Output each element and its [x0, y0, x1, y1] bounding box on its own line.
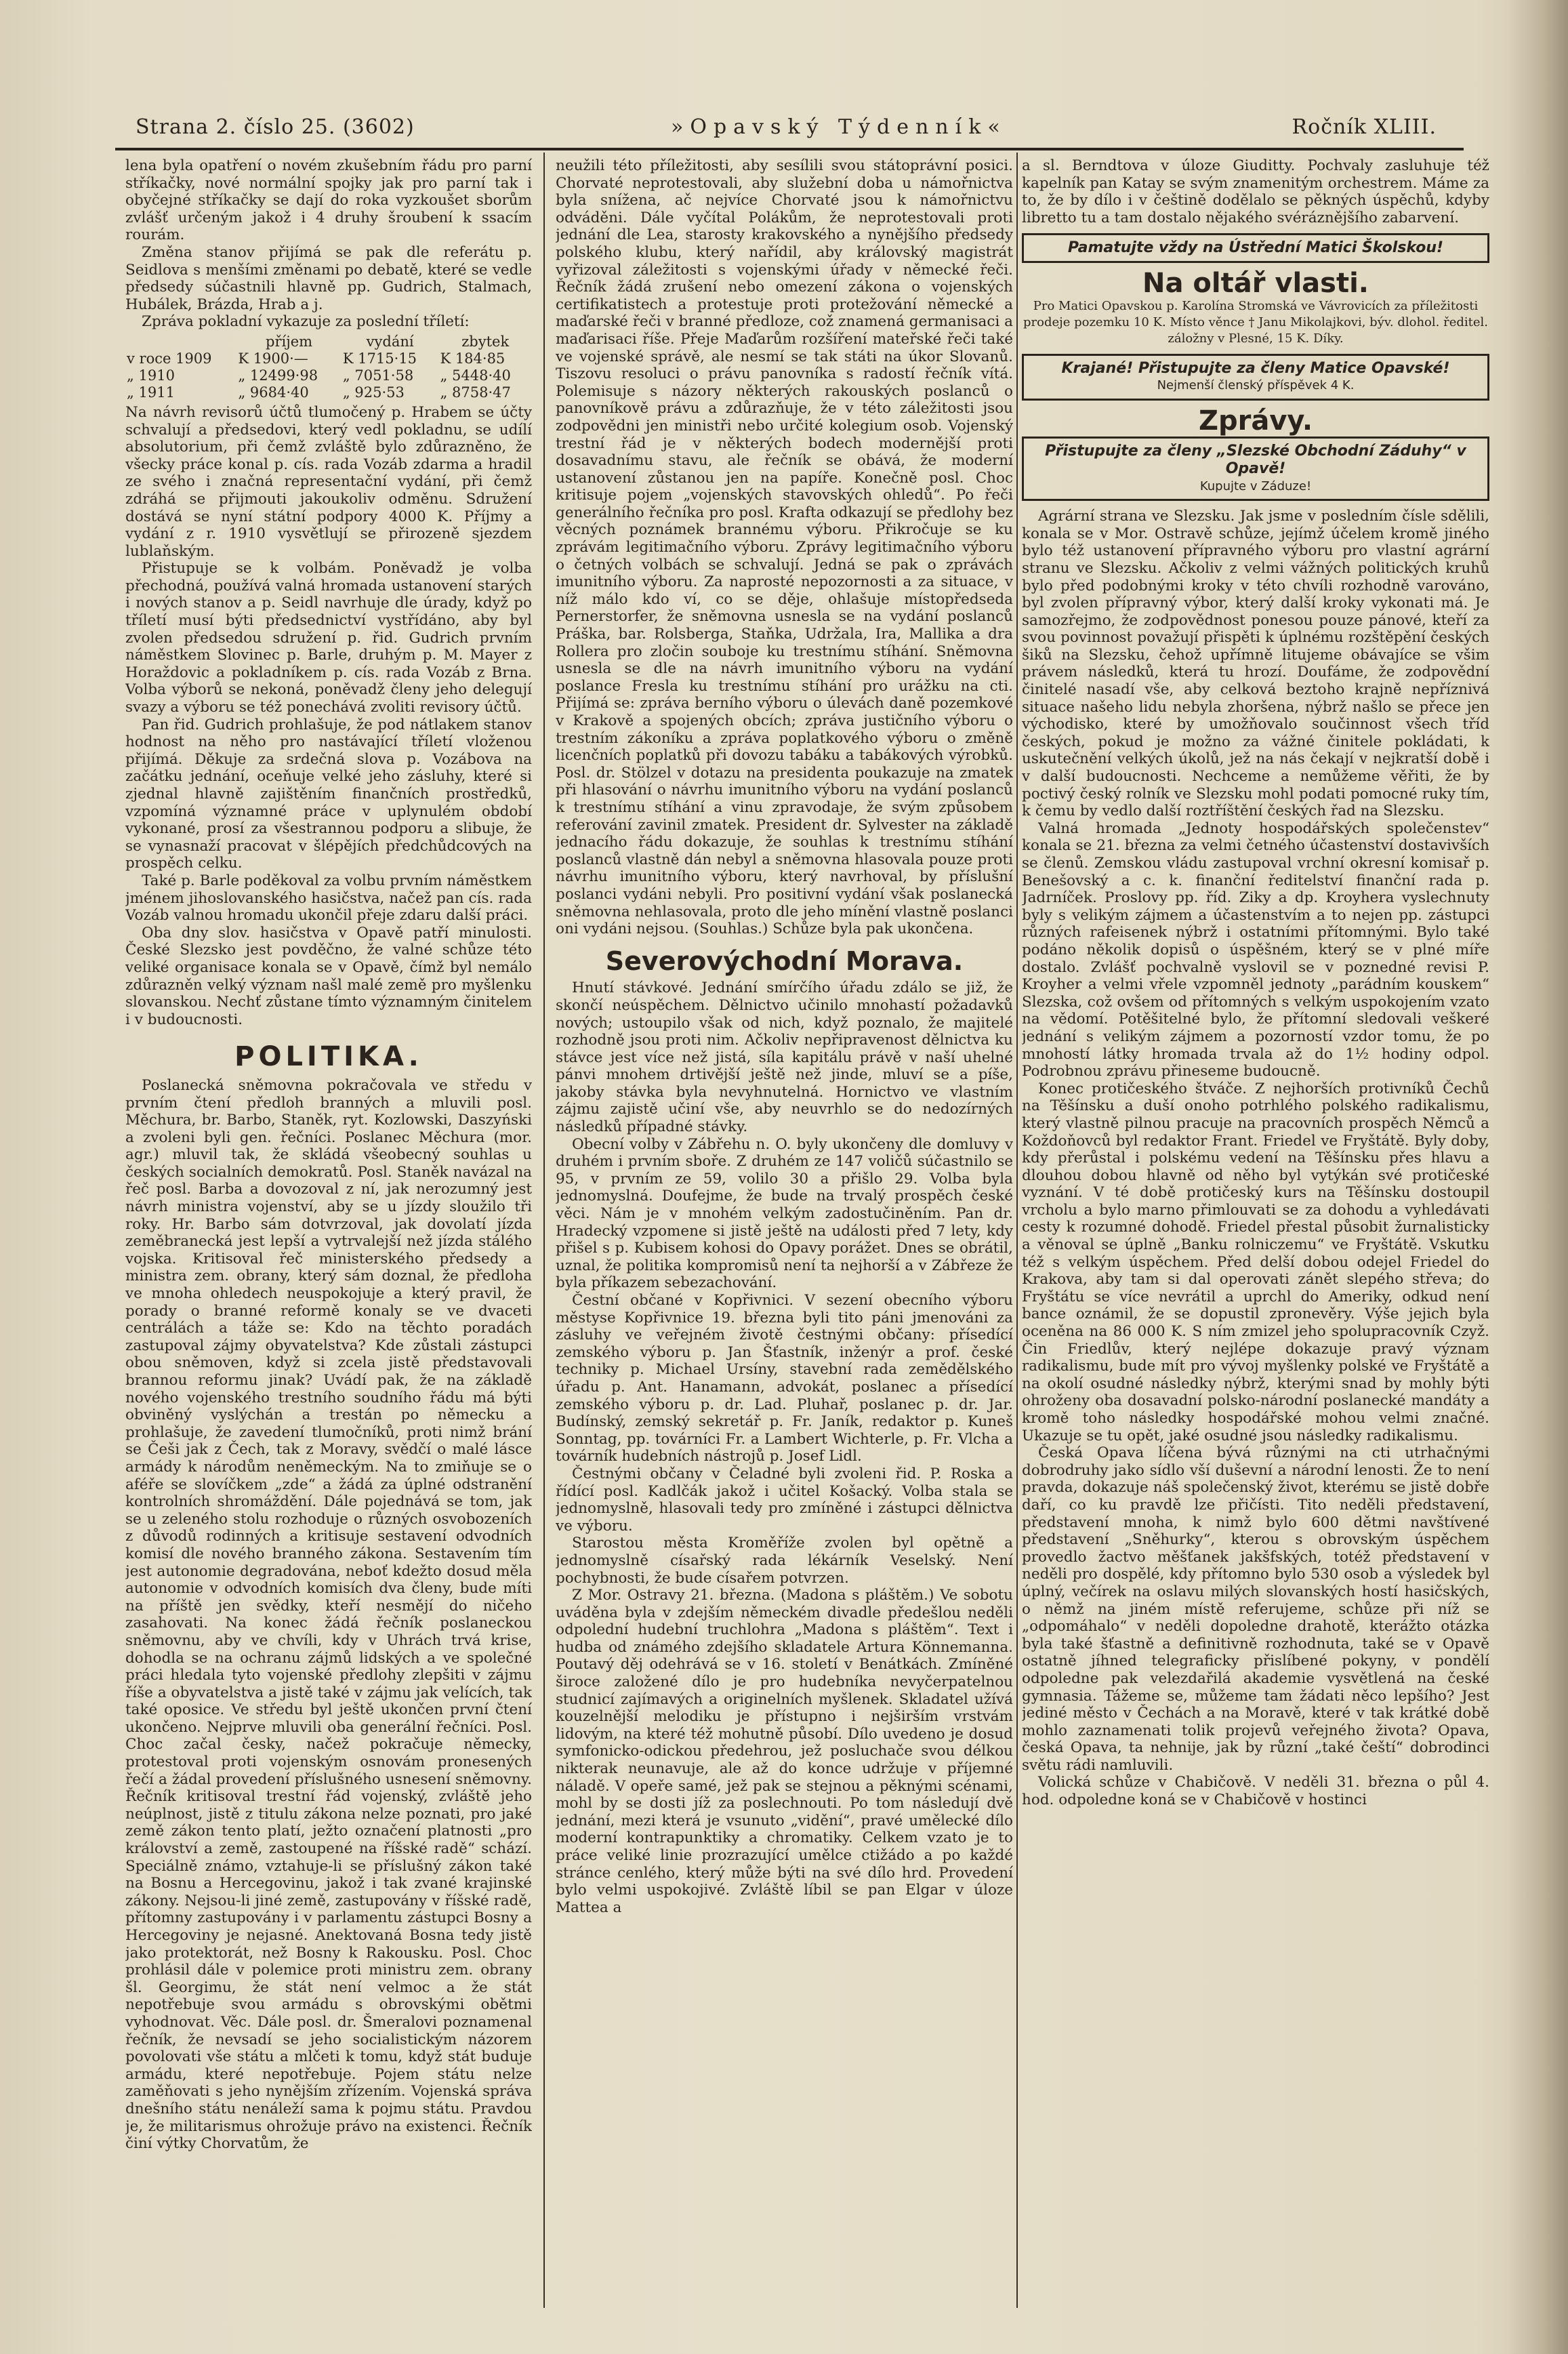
paragraph: Agrární strana ve Slezsku. Jak jsme v posledním čísle sdělili, konala se v Mor. Ostravě schůze, jejímž účelem kromě jiného bylo též ustanovení přípravného výboru pro vlastní agrární stranu ve Slezsku. Ačkoliv z velmi vážných politických kruhů bylo před podobnými kroky v této chvíli rozhodně varováno, byl zvolen přípravný výbor, který další kroky vykonati má. Je samozřejmo, že zodpovědnost ponesou pouze pánové, kteří za svou povinnost považují přispěti k úplnému rozštěpění českých šiků na Slezsku, čehož upřímně litujeme obávajíce se všim právem následků, která tu hrozí. Doufáme, že zodpovědní činitelé nasadí vše, aby celková beztoho krajně nepříznivá situace našeho lidu nebyla zhoršena, nýbrž našlo se přece jen východisko, které by umožňovalo součinnost všech tříd českých, pokud je možno za vážné činitele pokládati, k uskutečnění velkých úkolů, jež na nás čekají v nejkratší době i v další budoucnosti. Nechceme a nemůžeme věřiti, že by poctivý český rolník ve Slezsku mohl podati pomocné ruky tím, k čemu by vedlo další roztříštění českých řad na Slezsku.	[1022, 508, 1489, 820]
header-rule	[115, 148, 1464, 150]
table-cell: K 184·85	[440, 350, 506, 367]
altar-text: Pro Matici Opavskou p. Karolína Stromská ve Vávrovicích za příležitosti prodeje pozemku 10 K. Místo věnce † Janu Mikolajkovi, býv. dlohol. ředitel. záložny v Plesné, 15 K. Díky.	[1023, 298, 1488, 346]
page-header	[115, 108, 1464, 149]
table-cell: „ 1910	[127, 367, 175, 384]
paragraph: Starostou města Kroměříže zvolen byl opětně a jednomyslně císařský rada lékárník Veselský. Není pochybnosti, že bude císařem potvrzen.	[556, 1535, 1013, 1587]
banner-subtext: Nejmenší členský příspěvek 4 K.	[1157, 378, 1355, 393]
table-cell: „ 9684·40	[238, 384, 309, 401]
section-title-morava: Severovýchodní Morava.	[605, 946, 964, 976]
table-row	[125, 367, 532, 384]
zpravy-title: Zprávy.	[1198, 405, 1313, 437]
table-header: příjem	[266, 333, 313, 350]
table-row	[125, 384, 532, 401]
table-cell: „ 8758·47	[440, 384, 511, 401]
table-cell: K 1715·15	[342, 350, 417, 367]
column-3	[1022, 157, 1489, 2306]
finance-table	[125, 333, 532, 401]
table-header-row	[125, 333, 532, 350]
paragraph: Hnutí stávkové. Jednání smírčího úřadu zdálo se již, že skončí neúspěchem. Dělnictvo učinilo mnohastí požadavků nových; ustoupilo však od nich, když poznalo, že majitelé rozhodně jsou proti nim. Ačkoliv nepřipravenost dělnictva ku stávce jest více než jistá, síla kapitálu právě v naší uhelné pánvi mnohem drtivější ještě než jinde, mluví se a píše, jakoby stávka byla nevyhnutelná. Hornictvo ve vlastním zájmu zajistě učiní vše, aby neuvrhlo se do nedozírných následků případné stávky.	[556, 979, 1013, 1136]
paragraph: Oba dny slov. hasičstva v Opavě patří minulosti. České Slezsko jest povděčno, že valné schůze této veliké organisace konala se v Opavě, čímž byl nemálo zdůrazněn velký význam našl malé země pro myšlenku slovanskou. Nechť zůstane tímto významným činitelem i v budoucnosti.	[125, 924, 532, 1028]
section-title-politika: POLITIKA.	[234, 1041, 423, 1073]
paragraph: Česká Opava líčena bývá různými na cti utrhačnými dobrodruhy jako sídlo vší duševní a národní lenosti. Že to není pravda, dokazuje náš společenský život, kterému se jistě dobře daří, co ku pravdě lze přičísti. Tito neděli představení, představení mnoha, k nimž bylo 600 dětmi navštívené představení „Sněhurky“, kterou s obrovským úspěchem provedlo žactvo měšťanek jakšfských, totéž představení v neděli pro dospělé, kdy přítomno bylo 530 osob a výsledek byl úplný, večírek na oslavu milých slovanských hostí hasičských, o němž na jiném místě referujeme, schůze při níž se „odpomáhalo“ v neděli dopoledne drahotě, kterážto otázka byla také šťastně a definitivně rozhodnuta, také se v Opavě ostatně jíhned telegraficky přislíbené pokyny, v pondělí odpoledne pak velezdařilá akademie vysvětlená na české gymnasia. Tážeme se, můžeme tam žádati něco lepšího? Jest jediné město v Čechách a na Moravě, které v tak krátké době mohlo zaznamenati tolik projevů veřejného života? Opava, česká Opava, ta nehnije, jak by různí „také čeští“ dobrodinci světu rádi namluvili.	[1022, 1444, 1489, 1774]
banner-text: Krajané! Přistupujte za členy Matice Opavské!	[1061, 359, 1450, 377]
paragraph: a sl. Berndtova v úloze Giuditty. Pochvaly zasluhuje též kapelník pan Katay se svým znamenitým orchestrem. Máme za to, že by dílo i v češtině dodělalo se pěkných úspěchů, kdyby libretto tu a tam dostalo nějakého svéráznějšího zabarvení.	[1022, 157, 1489, 226]
paragraph: Změna stanov přijímá se pak dle referátu p. Seidlova s menšími změnami po debatě, které se vedle předsedy súčastnili hlavně pp. Gudrich, Stalmach, Hubálek, Brázda, Hrab a j.	[125, 243, 532, 313]
paragraph: Poslanecká sněmovna pokračovala ve středu v prvním čtení předloh branných a mluvili posl. Měchura, br. Barbo, Staněk, ryt. Kozlowski, Daszyński a zvoleni byli gen. řečníci. Poslanec Měchura (mor. agr.) mluvil tak, že skládá všeobecný souhlas u českých socialních demokratů. Posl. Staněk navázal na řeč posl. Barba a dovozoval z ní, jak nerozumný jest návrh ministra vojenství, aby se u jízdy sloužilo tři roky. Hr. Barbo sám dotvrzoval, jak dovolatí jízda zeměbranecká jest lepší a vytrvalejší než jízda stálého vojska. Kritisoval řeč ministerského předsedy a ministra zem. obrany, který sám doznal, že předloha ve mnoha ohledech neuspokojuje a který pravil, že porady o branné reformě konaly se ve dvaceti centrálách a táže se: Kdo na těchto poradách zastupoval zájmy obyvatelstva? Kde zůstali zástupci obou sněmoven, když si zcela jistě představovali brannou reformu jinak? Uvádí pak, že na základě nového vojenského trestního soudního řádu má býti obviněný vyslýchán a trestán po německu a prohlašuje, že zavedení tlumočníků, proti nimž brání se Češi jak z Čech, tak z Moravy, svědčí o malé lásce armády k národům neněmeckým. Na to zmiňuje se o aféře se slovíčkem „zde“ a žádá za úplné odstranění kontrolních shromáždění. Dále pojednává se tom, jak se u zeleného stolu rozhoduje o různých osvobozeních z důvodů rodinných a kritisuje sestavení odvodních komisí dle nového branného zákona. Sestavením tím jest autonomie degradována, neboť kdežto dosud měla autonomie v odvodních komisích dva členy, bude míti na příště jen svědky, kteří nesmějí do ničeho zasahovati. Na konec žádá řečník poslaneckou sněmovnu, aby ve chvíli, kdy v Uhrách trvá krise, dohodla se na ochranu zájmů lidských a ve společné práci hledala tyto vojenské předlohy zlepšiti v zájmu říše a obyvatelstva a jistě také v zájmu jak velících, tak také oposice. Ve středu byl ještě ukončen první čtení ukončeno. Nejprve mluvili oba generální řečníci. Posl. Choc začal česky, načež pokračuje německy, protestoval proti vojenským osnovám pronesených řečí a žádal provedení příslušného usnesení sněmovny. Řečník kritisoval trestní řád vojenský, zvláště jeho neúplnost, jistě z titulu zákona nelze poznati, pro jaké země zákon tento platí, ježto označení platnosti „pro království a země, zastoupené na říšské radě“ schází. Speciálně známo, vztahuje-li se příslušný zákon také na Bosnu a Hercegovinu, jakož i tak zvané krajinské zákony. Nejsou-li jiné země, zastupovány v říšské radě, přítomny zastupovány i v parlamentu zástupci Bosny a Hercegoviny je nejasné. Anektovaná Bosna tedy jistě jako protektorát, než Bosny k Rakousku. Posl. Choc prohlásil dále v polemice proti ministru zem. obrany šl. Georgimu, že stát není velmoc a že stát nepotřebuje svou armádu s obrovskými obětmi vyhodnovat. Věc. Dále posl. dr. Šmeralovi poznamenal řečník, že nevsadí se jeho socialistickým názorem povolovati vše státu a mlčeti k tomu, když stát buduje armádu, které nepotřebuje. Pojem státu nelze zaměňovati s jeho nynějším zřízením. Vojenská správa dnešního státu nenáleží sama k pojmu státu. Pravdou je, že militarismus ohrožuje právo na existenci. Řečník činí výtky Chorvatům, že	[125, 1076, 532, 2153]
table-cell: K 1900·—	[238, 350, 308, 367]
column-rule-1	[543, 153, 545, 2308]
banner-text: Přistupujte za členy „Slezské Obchodní Záduhy“ v Opavě!	[1045, 443, 1466, 477]
table-cell: v roce 1909	[127, 350, 212, 367]
column-rule-2	[1016, 153, 1018, 2308]
table-header: vydání	[366, 333, 414, 350]
paragraph: Přistupuje se k volbám. Poněvadž je volba přechodná, používá valná hromada ustanovení starých i nových stanov a p. Seidl navrhuje dle úrady, když po tříletí musí býti předsednictví vystřídáno, aby byl zvolen předsedou sdružení p. řid. Gudrich prvním náměstkem Slovinec p. Barle, druhým p. M. Mayer z Horaždovic a pokladníkem p. cís. rada Vozáb z Brna. Volba výborů se nekoná, poněvadž členy jeho delegují svazy a výboru se též ponechává zvoliti revisory účtů.	[125, 560, 532, 716]
table-cell: „ 12499·98	[238, 367, 318, 384]
paragraph: neužili této příležitosti, aby sesílili svou státoprávní posici. Chorvaté neprotestovali, aby služební doba u námořnictva byla snížena, ač nejvíce Chorvaté jsou k námořnictvu odváděni. Dále vyčítal Polákům, že neprotestovali proti jednání dle Lea, starosty krakovského a nynějšího předsedy polského klubu, který nařídil, aby královský magistrát vyřizoval záležitosti s vojenskými úřady v německé řeči. Řečník žádá zrušení nebo omezení zákona o vojenských certifikatistech a protestuje proti protežování německé a maďarské řeči v branné předloze, což znamená germanisaci a maďarisaci říše. Přeje Maďarům rozšíření mateřské řeči také ve vojenské správě, ale nesmí se tak státi na úkor Slovanů. Tiszovu resoluci o právu panovníka s radostí řečník vítá. Polemisuje s názory některých rakouských poslanců o panovníkově právu a zdůrazňuje, že v této záležitosti jsou zodpovědni jen ministři nebo určité kolegium osob. Vojenský trestní řád je v některých bodech modernější proti dosavadnímu stavu, ale řečník se obává, že moderní ustanovení zůstanou jen na papíře. Konečně posl. Choc kritisuje pojem „vojenských stavovských ohledů“. Po řeči generálního řečníka pro posl. Krafta odkazují se předlohy bez věcných poznámek brannému výboru. Přikročuje se ku zprávám legitimačního výboru. Zprávy legitimačního výboru o četných volbách se schvalují. Jedná se pak o zprávách imunitního výboru. Za naprosté nepozornosti a za situace, v níž málo kdo ví, co se děje, ohlašuje místopředseda Pernerstorfer, že sněmovna usnesla se na vydání poslanců Práška, bar. Rolsberga, Staňka, Udržala, Ira, Mallika a dra Rollera pro zločin souboje ku trestnímu stíhání. Sněmovna usnesla se dle na návrh imunitního výboru na vydání poslance Fresla ku trestnímu stíhání pro urážku na cti. Přijímá se: zpráva berního výboru o úlevách daně pozemkové v Krakově a spojených obcích; zpráva justičního výboru o trestním zákoníku a zpráva poplatkového výboru o změně licenčních poplatků při dovozu tabáku a tabákových výrobků. Posl. dr. Stölzel v dotazu na presidenta poukazuje na zmatek při hlasování o návrhu imunitního výboru na vydání poslanců k trestnímu stíhání a vinu zpravodaje, že svým způsobem referování zavinil zmatek. President dr. Sylvester na základě jednacího řádu dokazuje, že souhlas k trestnímu stíhání poslanců vlastně dán nebyl a sněmovna hlasovala pouze proti návrhu imunitního výboru, který navrhoval, by příslušní poslanci vydáni nebyli. Pro positivní vydání však poslanecká sněmovna nehlasovala, proto dle jeho mínění vlastně poslanci oni vydáni nejsou. (Souhlas.) Schůze byla pak ukončena.	[556, 157, 1013, 938]
paragraph: Pan řid. Gudrich prohlašuje, že pod nátlakem stanov hodnost na něho pro nastávající tříletí vloženou přijímá. Děkuje za srdečná slova p. Vozábova na začátku jednání, oceňuje velké jeho zásluhy, které si zjednal hlavně zajištěním finančních prostředků, vzpomíná významné práce v uplynulém období vykonané, prosí za všestrannou podporu a slibuje, že se vynasnaží pracovat v šlépějích předchůdcových na prospěch celku.	[125, 716, 532, 872]
column-1	[125, 157, 532, 2306]
banner-matice-opavska	[1022, 354, 1489, 401]
paragraph: Valná hromada „Jednoty hospodářských společenstev“ konala se 21. března za velmi četného účastenství dostavivších se členů. Zemskou vládu zastupoval vrchní okresní komisař p. Benešovský a c. k. finanční ředitelství finanční rada p. Jadrníček. Proslovy pp. říd. Ziky a dp. Kroyhera vyslechnuty byly s velikým zájmem a účastenstvím a to nejen pp. zástupci různých rafeisenek nýbrž i ostatními přítomnými. Bylo také podáno několik dopisů o úspěšném, který se v plné míře dostalo. Zvlášť pochvalně vyslovil se v poznedné revisi P. Kroyher a velmi vřele vzpomněl jednoty „parádním kouskem“ Slezska, což ovšem od přítomných s velkým uspokojením vzato na vědomí. Potěšitelné bylo, že přítomní sledovali veškeré jednání s velikým zájmem a pozorností vzdor tomu, že po mnohostí látky hromada trvala až do 1½ hodiny odpol. Podrobnou zprávu přineseme budoucně.	[1022, 819, 1489, 1080]
paragraph: Zpráva pokladní vykazuje za poslední tříletí:	[142, 313, 470, 331]
column-2	[556, 157, 1013, 2306]
paragraph: Volická schůze v Chabičově. V neděli 31. března o půl 4. hod. odpoledne koná se v Chabičově v hostinci	[1022, 1774, 1489, 1809]
paragraph: Také p. Barle poděkoval za volbu prvním náměstkem jménem jihoslovanského hasičstva, načež pan cís. rada Vozáb valnou hromadu ukončil přeje zdaru další práci.	[125, 872, 532, 925]
paragraph: Obecní volby v Zábřehu n. O. byly ukončeny dle domluvy v druhém i prvním sboře. Z druhém ze 147 voličů súčastnilo se 95, v prvním ze 59, volilo 30 a přišlo 29. Volba byla jednomyslná. Doufejme, že bude na trvalý prospěch české věci. Nám je v mnohém velkým zadostučiněním. Pan dr. Hradecký vzpomene si jistě ještě na události před 7 lety, kdy přišel s p. Kubisem kohosi do Opavy porážet. Dnes se obrátil, uznal, že politika kompromisů není ta nejhorší a v Zábřeze že byla příkazem sebezachování.	[556, 1135, 1013, 1292]
table-cell: „ 7051·58	[342, 367, 414, 384]
paragraph: Z Mor. Ostravy 21. března. (Madona s pláštěm.) Ve sobotu uváděna byla v zdejším německém divadle předešlou neděli odpolední hudební truchlohra „Madona s pláštěm“. Text i hudba od známého zdejšího skladatele Artura Könnemanna. Poutavý děj odehrává se v 16. století v Benátkách. Zmíněné široce založené dílo je pro hudebníka nevyčerpatelnou studnicí zajímavých a originelních myšlenek. Skladatel užívá kouzelnější melodiku je přístupno i nejširším vrstvám lidovým, na které též mohutně působí. Dílo uvedeno je dosud symfonicko-odickou předehrou, jež posluchače svou délkou nikterak neunavuje, ale až do konce udržuje v příjemné náladě. V opeře samé, jež pak se stejnou a pěknými scénami, mohl by se dosti jíž za poslechnouti. Po tom následují dvě jednání, mezi která je vsunuto „vidění“, pravé umělecké dílo moderní kontrapunktiky a chromatiky. Celkem vzato je to práce veliké linie prozrazující umělce ctižádo a po každé stránce cenlého, který může býti na své dílo hrd. Provedení bylo velmi uspokojivé. Zvláště líbil se pan Elgar v úloze Mattea a	[556, 1587, 1013, 1916]
banner-subtext: Kupujte v Záduze!	[1199, 479, 1312, 493]
banner-zaduha	[1022, 437, 1489, 501]
table-cell: „ 1911	[127, 384, 175, 401]
page-fold-shadow	[1507, 0, 1568, 2354]
header-masthead: »Opavský Týdenník«	[671, 115, 1007, 139]
paragraph: Na návrh revisorů účtů tlumočený p. Hrabem se účty schvalují a předsedovi, který vedl pokladnu, se udílí absolutorium, při čemž zvláště bylo zdůrazněno, že všecky práce konal p. cís. rada Vozáb zdarma a hradil ze svého i značná representační vydání, při čemž zdráhá se přijmouti jakoukoliv odměnu. Sdružení dostává se nyní státní podpory 4000 K. Příjmy a vydání z r. 1910 vysvětlují se přirozeně sjezdem lublaňským.	[125, 403, 532, 560]
banner-text: Pamatujte vždy na Ústřední Matici Školskou!	[1067, 239, 1444, 257]
table-cell: „ 5448·40	[440, 367, 511, 384]
table-row	[125, 350, 532, 367]
header-volume: Ročník XLIII.	[1292, 115, 1437, 139]
altar-title: Na oltář vlasti.	[1142, 267, 1369, 299]
paragraph: Konec protičeského štváče. Z nejhorších protivníků Čechů na Těšínsku a duší onoho potrhlého polského radikalismu, který vlastně pilnou pracuje na pracovních prospěch Němců a Koždoňovců byl redaktor Frant. Friedel ve Fryštátě. Byly doby, kdy přerůstal i polskému vedení na Těšínsku přes hlavu a dlouhou dobou hlavně od něho byl vytýkán své protičeské vyznání. V té době protičeský kurs na Těšínsku dostoupil vrcholu a bylo marno přimlouvati se za dohodu a vyhledávati cesty k rozumné dohodě. Friedel přestal působit žurnalisticky a věnoval se úplně „Banku rolniczemu“ ve Fryštátě. Vskutku též s velkým úspěchem. Před delší dobou odejel Friedel do Krakova, aby tam si dal operovati zánět slepého střeva; do Fryštátu se více nevrátil a uprchl do Ameriky, odkud není bance oznámil, že se dopustil zpronevěry. Výše jejich byla oceněna na 86 000 K. S ním zmizel jeho spolupracovník Czyž. Čin Friedlův, který nejlépe dokazuje pravý význam radikalismu, bude mít pro vývoj myšlenky polské ve Fryštátě a na okolí osudné následky nýbrž, kterými snad by mohly býti ohroženy oba dosavadní polsko-národní poslanecké mandáty a kromě toho následky hospodářské mohou velmi značné. Ukazuje se tu opět, jaké osudné jsou následky radikalismu.	[1022, 1080, 1489, 1444]
paragraph: Čestnými občany v Čeladné byli zvoleni řid. P. Roska a řídící posl. Kadlčák jakož i učitel Košacký. Volba stala se jednomyslně, hlasovali tedy pro zmíněné i zástupci dělnictva ve výboru.	[556, 1465, 1013, 1535]
banner-matice-skolska	[1022, 233, 1489, 263]
paragraph: Čestní občané v Kopřivnici. V sezení obecního výboru městyse Kopřivnice 19. března byli tito páni jmenováni za zásluhy ve veřejném životě čestnými občany: přísedící zemského výboru p. Jan Šťastník, inženýr a prof. české techniky p. Michael Ursíny, stavební rada zemědělského úřadu p. Ant. Hanamann, advokát, poslanec a přísedící zemského výboru p. dr. Lad. Pluhař, poslanec p. dr. Jar. Budínský, zemský sekretář p. Fr. Janík, redaktor p. Kuneš Sonntag, pp. továrníci Fr. a Lambert Wichterle, p. Fr. Vlcha a továrník hudebních nástrojů p. Josef Lidl.	[556, 1292, 1013, 1465]
table-cell: „ 925·53	[342, 384, 405, 401]
paragraph: lena byla opatření o novém zkušebním řádu pro parní stříkačky, nové normální spojky jak pro parní tak i obyčejné stříkačky se dají do roka vyzkoušet sborům zvlášť určeným jakož i 4 druhy šroubení k ssacím rourám.	[125, 157, 532, 244]
header-page-number: Strana 2. číslo 25. (3602)	[136, 115, 415, 139]
table-header: zbytek	[461, 333, 510, 350]
